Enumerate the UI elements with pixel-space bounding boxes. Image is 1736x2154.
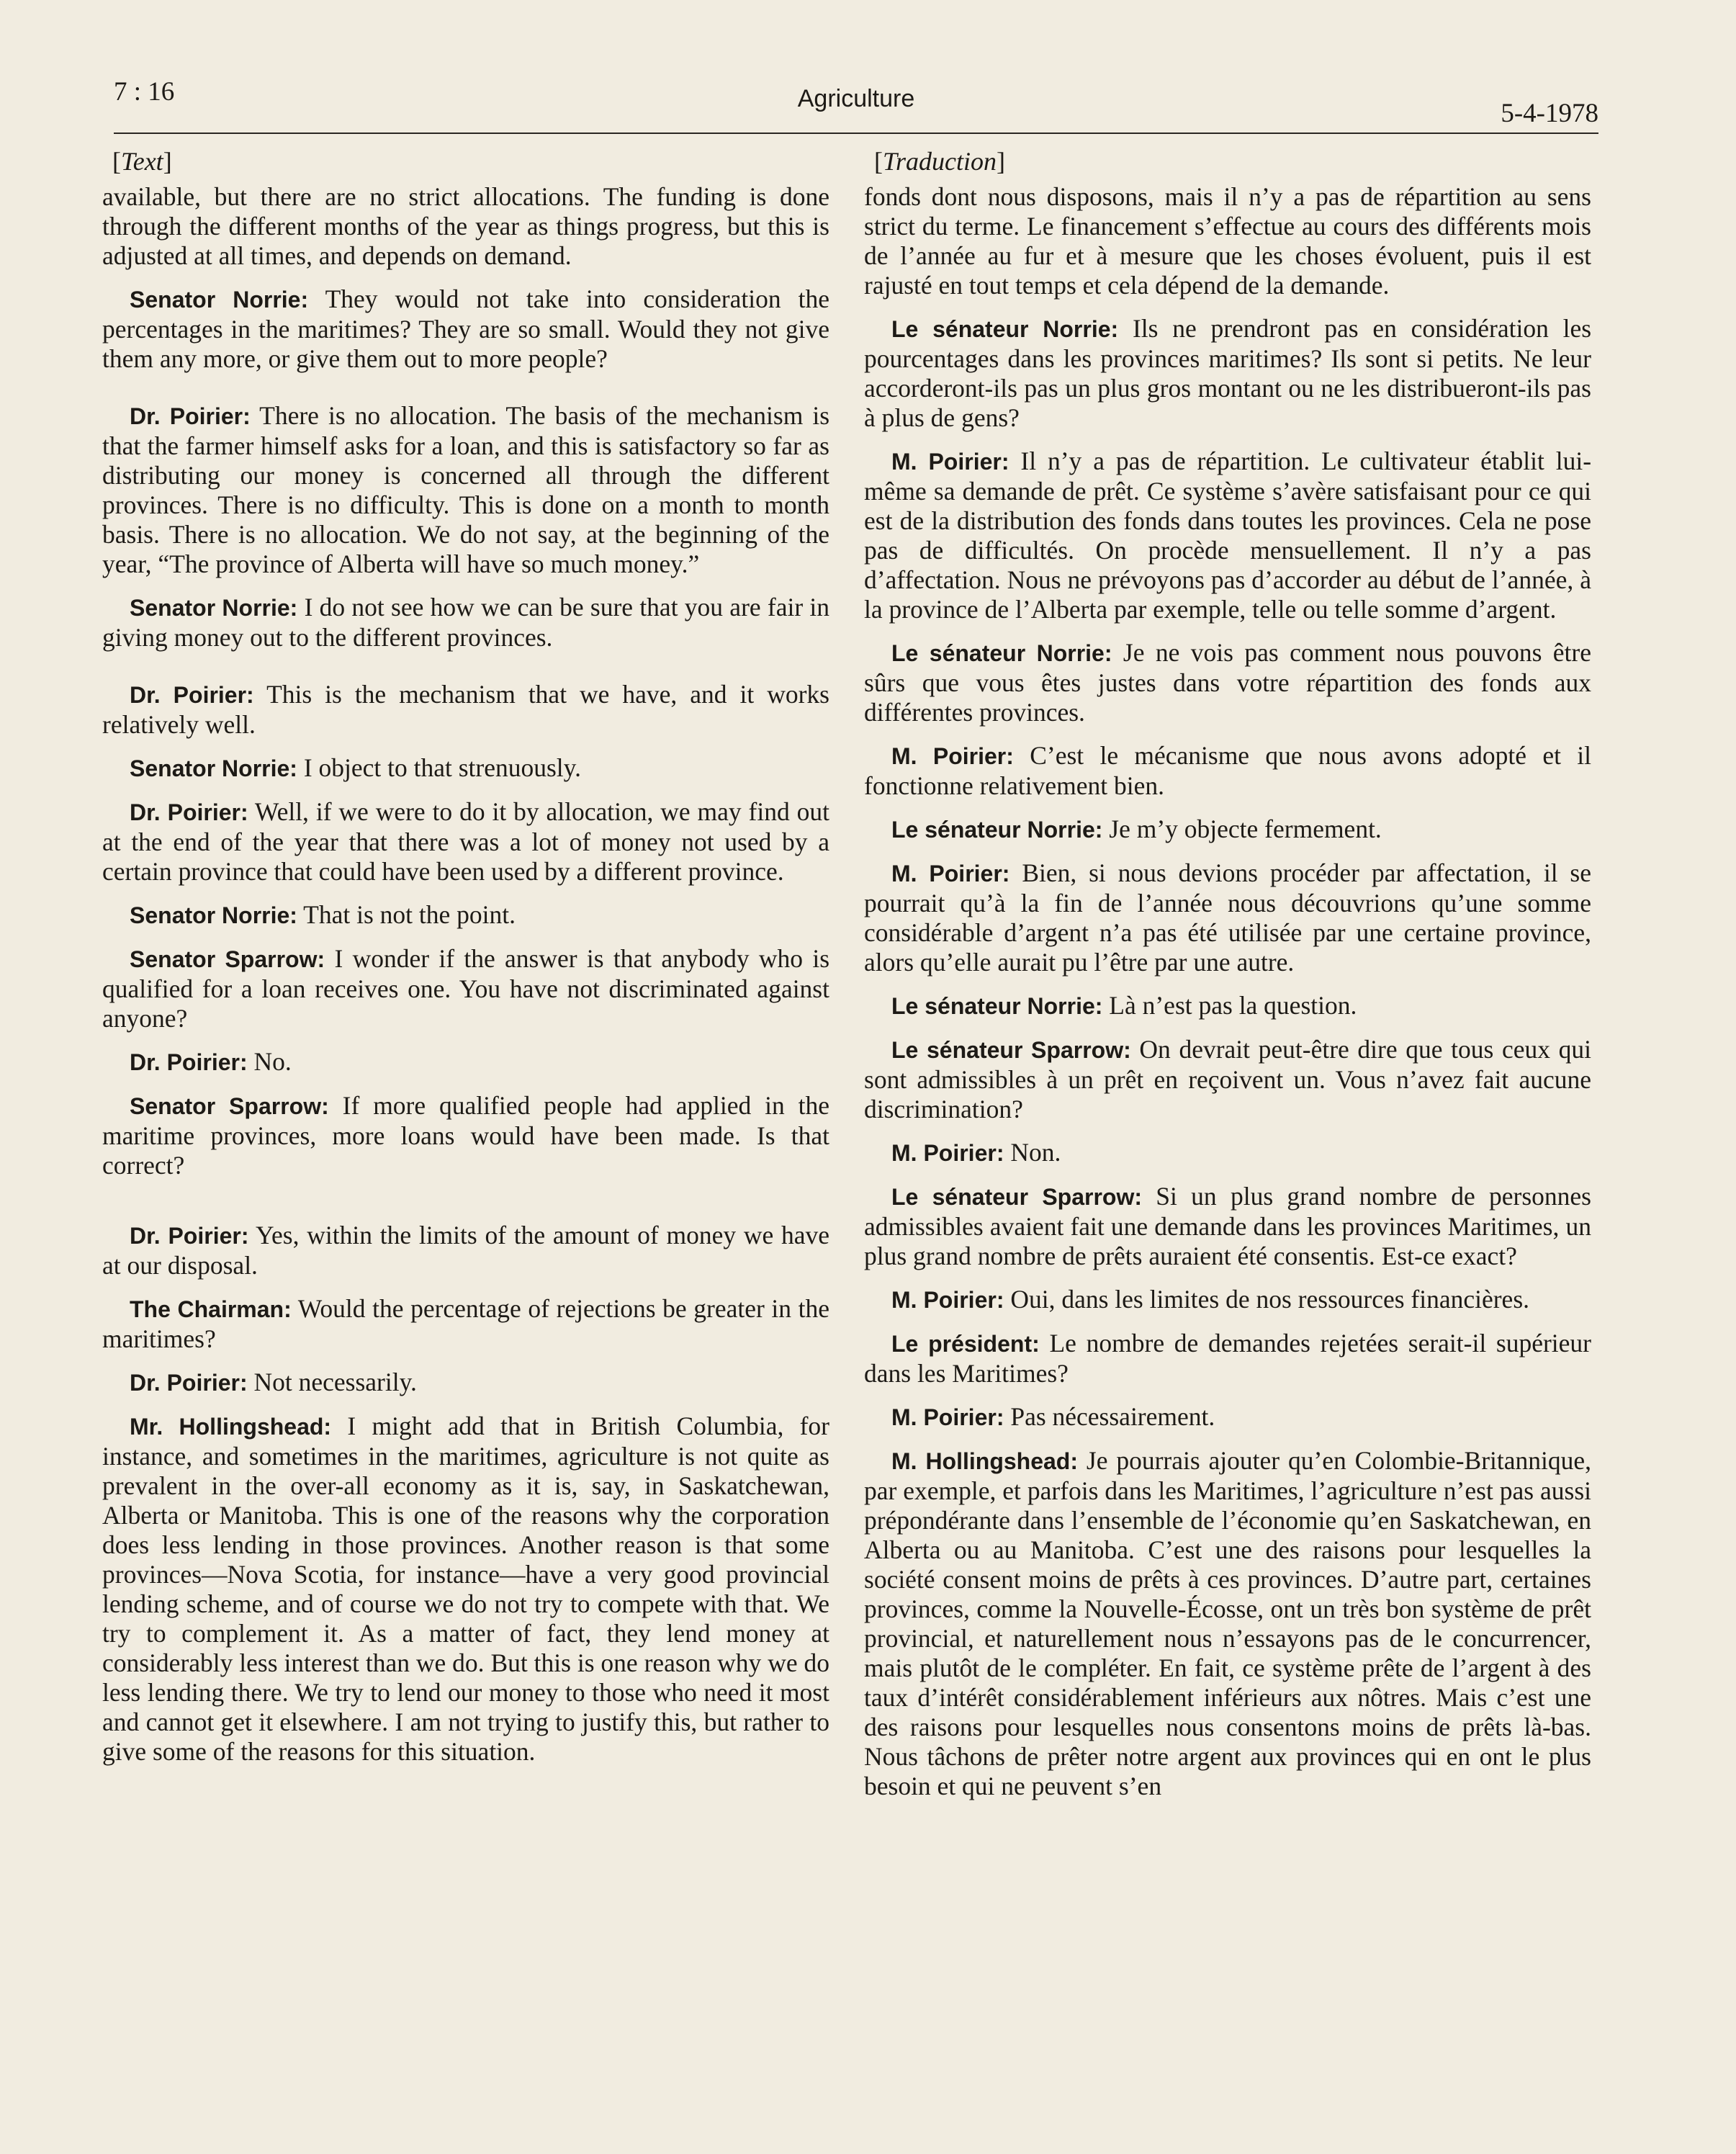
french-paragraph: Le sénateur Norrie: Là n’est pas la question. (891, 991, 1357, 1020)
speaker-name: Dr. Poirier: (130, 682, 254, 708)
french-paragraph: Le sénateur Norrie: Je ne vois pas comment nous pouvons être sûrs que vous êtes justes dans votre répartition des fonds aux différentes provinces. (864, 638, 1591, 727)
english-paragraph: available, but there are no strict allocations. The funding is done through the different months of the year as things progress, but this is adjusted at all times, and depends on demand. (102, 182, 829, 270)
speaker-name: Le sénateur Sparrow: (891, 1037, 1131, 1063)
english-paragraph: Dr. Poirier: No. (130, 1047, 292, 1076)
page-date: 5-4-1978 (1501, 99, 1598, 128)
speaker-name: M. Poirier: (891, 743, 1014, 769)
speaker-name: Senator Sparrow: (130, 946, 325, 972)
english-paragraph: Senator Norrie: They would not take into consideration the percentages in the maritimes? They are so small. Would they not give them any more, or give them out to more people? (102, 284, 830, 373)
speaker-name: The Chairman: (130, 1296, 292, 1322)
speaker-name: Le sénateur Norrie: (891, 316, 1119, 342)
french-paragraph: Le sénateur Norrie: Je m’y objecte fermement. (891, 815, 1382, 843)
french-paragraph: Le sénateur Sparrow: On devrait peut-être dire que tous ceux qui sont admissibles à un prêt en reçoivent un. Vous n’avez fait aucune discrimination? (864, 1035, 1592, 1123)
english-paragraph: Dr. Poirier: This is the mechanism that we have, and it works relatively well. (102, 680, 830, 739)
speaker-name: Dr. Poirier: (130, 799, 248, 825)
english-paragraph: Mr. Hollingshead: I might add that in British Columbia, for instance, and sometimes in the maritimes, agriculture is not quite as prevalent in the over-all economy as it is, say, in Saskatchewan, Alberta or Manitoba. This is one of the reasons why the corporation does less lending in those provinces. Another reason is that some provinces—Nova Scotia, for instance—have a very good provincial lending scheme, and of course we do not try to compete with that. We try to complement it. As a matter of fact, they lend money at considerably less interest than we do. But this is one reason why we do less lending there. We try to lend our money to those who need it most and cannot get it elsewhere. I am not trying to justify this, but rather to give some of the reasons for this situation. (102, 1412, 830, 1766)
french-paragraph: M. Poirier: Pas nécessairement. (891, 1402, 1215, 1431)
speaker-name: Senator Norrie: (130, 902, 297, 928)
french-column-heading: [Traduction] (874, 147, 1006, 176)
speaker-name: M. Hollingshead: (891, 1448, 1078, 1474)
english-paragraph: Dr. Poirier: There is no allocation. The basis of the mechanism is that the farmer himself asks for a loan, and this is satisfactory so far as distributing our money is concerned all through the different provinces. There is no difficulty. This is done on a month to month basis. There is no allocation. We do not say, at the beginning of the year, “The province of Alberta will have so much money.” (102, 401, 830, 578)
speaker-name: Mr. Hollingshead: (130, 1414, 332, 1440)
french-column (864, 147, 1591, 1815)
english-paragraph: Dr. Poirier: Not necessarily. (130, 1368, 417, 1396)
page-header (114, 71, 1598, 134)
english-paragraph: Senator Norrie: I do not see how we can be sure that you are fair in giving money out to the different provinces. (102, 593, 830, 652)
speaker-name: Senator Norrie: (130, 755, 297, 781)
speaker-name: Le sénateur Norrie: (891, 640, 1112, 666)
speaker-name: Dr. Poirier: (130, 403, 251, 429)
english-column-heading: [Text] (112, 147, 172, 176)
page-title: Agriculture (797, 85, 915, 112)
french-paragraph: M. Hollingshead: Je pourrais ajouter qu’en Colombie-Britannique, par exemple, et parfois dans les Maritimes, l’agriculture n’est pas aussi prépondérante dans l’ensemble de l’économie qu’en Saskatchewan, en Alberta ou au Manitoba. C’est une des raisons pour lesquelles la société consent moins de prêts à ces provinces. D’autre part, certaines provinces, comme la Nouvelle-Écosse, ont un très bon système de prêt provincial, et naturellement nous n’essayons pas de le concurrencer, mais plutôt de le compléter. En fait, ce système prête de l’argent à des taux d’intérêt considérablement inférieurs aux nôtres. Mais c’est une des raisons pour lesquelles nous consentons moins de prêts là-bas. Nous tâchons de prêter notre argent aux provinces qui en ont le plus besoin et qui ne peuvent s’en (864, 1446, 1591, 1800)
speaker-name: Le président: (891, 1331, 1040, 1357)
speaker-name: M. Poirier: (891, 1287, 1004, 1313)
speaker-name: Dr. Poirier: (130, 1223, 249, 1249)
french-paragraph: M. Poirier: C’est le mécanisme que nous avons adopté et il fonctionne relativement bien. (864, 741, 1592, 800)
speaker-name: M. Poirier: (891, 861, 1010, 887)
speaker-name: Le sénateur Norrie: (891, 817, 1103, 843)
english-paragraph: Senator Sparrow: I wonder if the answer is that anybody who is qualified for a loan receives one. You have not discriminated against anyone? (102, 944, 830, 1033)
speaker-name: Senator Sparrow: (130, 1093, 329, 1119)
english-paragraph: Senator Norrie: That is not the point. (130, 900, 516, 929)
english-paragraph: Dr. Poirier: Well, if we were to do it by allocation, we may find out at the end of the year that there was a lot of money not used by a certain province that could have been used by a different province. (102, 797, 830, 886)
speaker-name: M. Poirier: (891, 449, 1009, 475)
speaker-name: M. Poirier: (891, 1404, 1004, 1430)
french-paragraph: M. Poirier: Il n’y a pas de répartition. Le cultivateur établit lui-même sa demande de prêt. Ce système s’avère satisfaisant pour ce qui est de la distribution des fonds dans toutes les provinces. Cela ne pose pas de difficultés. On procède mensuellement. Il n’y a pas d’affectation. Nous ne prévoyons pas d’accorder au début de l’année, à la province de l’Alberta par exemple, telle ou telle somme d’argent. (864, 446, 1592, 624)
english-paragraph: Senator Norrie: I object to that strenuously. (130, 753, 581, 782)
french-paragraph: M. Poirier: Oui, dans les limites de nos ressources financières. (891, 1285, 1530, 1314)
french-paragraph: fonds dont nous disposons, mais il n’y a pas de répartition au sens strict du terme. Le financement s’effectue au cours des différents mois de l’année au fur et à mesure que les choses évoluent, puis il est rajusté en tout temps et cela dépend de la demande. (864, 182, 1591, 300)
english-column (102, 147, 829, 1780)
speaker-name: M. Poirier: (891, 1140, 1004, 1166)
french-paragraph: M. Poirier: Non. (891, 1138, 1061, 1167)
speaker-name: Le sénateur Sparrow: (891, 1184, 1143, 1210)
english-paragraph: Dr. Poirier: Yes, within the limits of the amount of money we have at our disposal. (102, 1221, 830, 1280)
french-paragraph: Le sénateur Sparrow: Si un plus grand nombre de personnes admissibles avaient fait une demande dans les provinces Maritimes, un plus grand nombre de prêts auraient été consentis. Est-ce exact? (864, 1182, 1592, 1270)
page-number: 7 : 16 (114, 77, 175, 107)
english-paragraph: Senator Sparrow: If more qualified people had applied in the maritime provinces, more loans would have been made. Is that correct? (102, 1091, 830, 1180)
speaker-name: Senator Norrie: (130, 287, 309, 313)
speaker-name: Senator Norrie: (130, 595, 298, 621)
speaker-name: Dr. Poirier: (130, 1370, 248, 1396)
speaker-name: Le sénateur Norrie: (891, 993, 1103, 1019)
french-paragraph: Le sénateur Norrie: Ils ne prendront pas en considération les pourcentages dans les provinces maritimes? Ils sont si petits. Ne leur accorderont-ils pas un plus gros montant ou ne les distribueront-ils pas à plus de gens? (864, 314, 1592, 432)
english-paragraph: The Chairman: Would the percentage of rejections be greater in the maritimes? (102, 1294, 830, 1353)
french-paragraph: M. Poirier: Bien, si nous devions procéder par affectation, il se pourrait qu’à la fin de l’année nous découvrions qu’une somme considérable d’argent n’a pas été utilisée par une certaine province, alors qu’elle aurait pu l’être par une autre. (864, 858, 1592, 977)
speaker-name: Dr. Poirier: (130, 1049, 248, 1075)
french-paragraph: Le président: Le nombre de demandes rejetées serait-il supérieur dans les Maritimes? (864, 1329, 1591, 1388)
